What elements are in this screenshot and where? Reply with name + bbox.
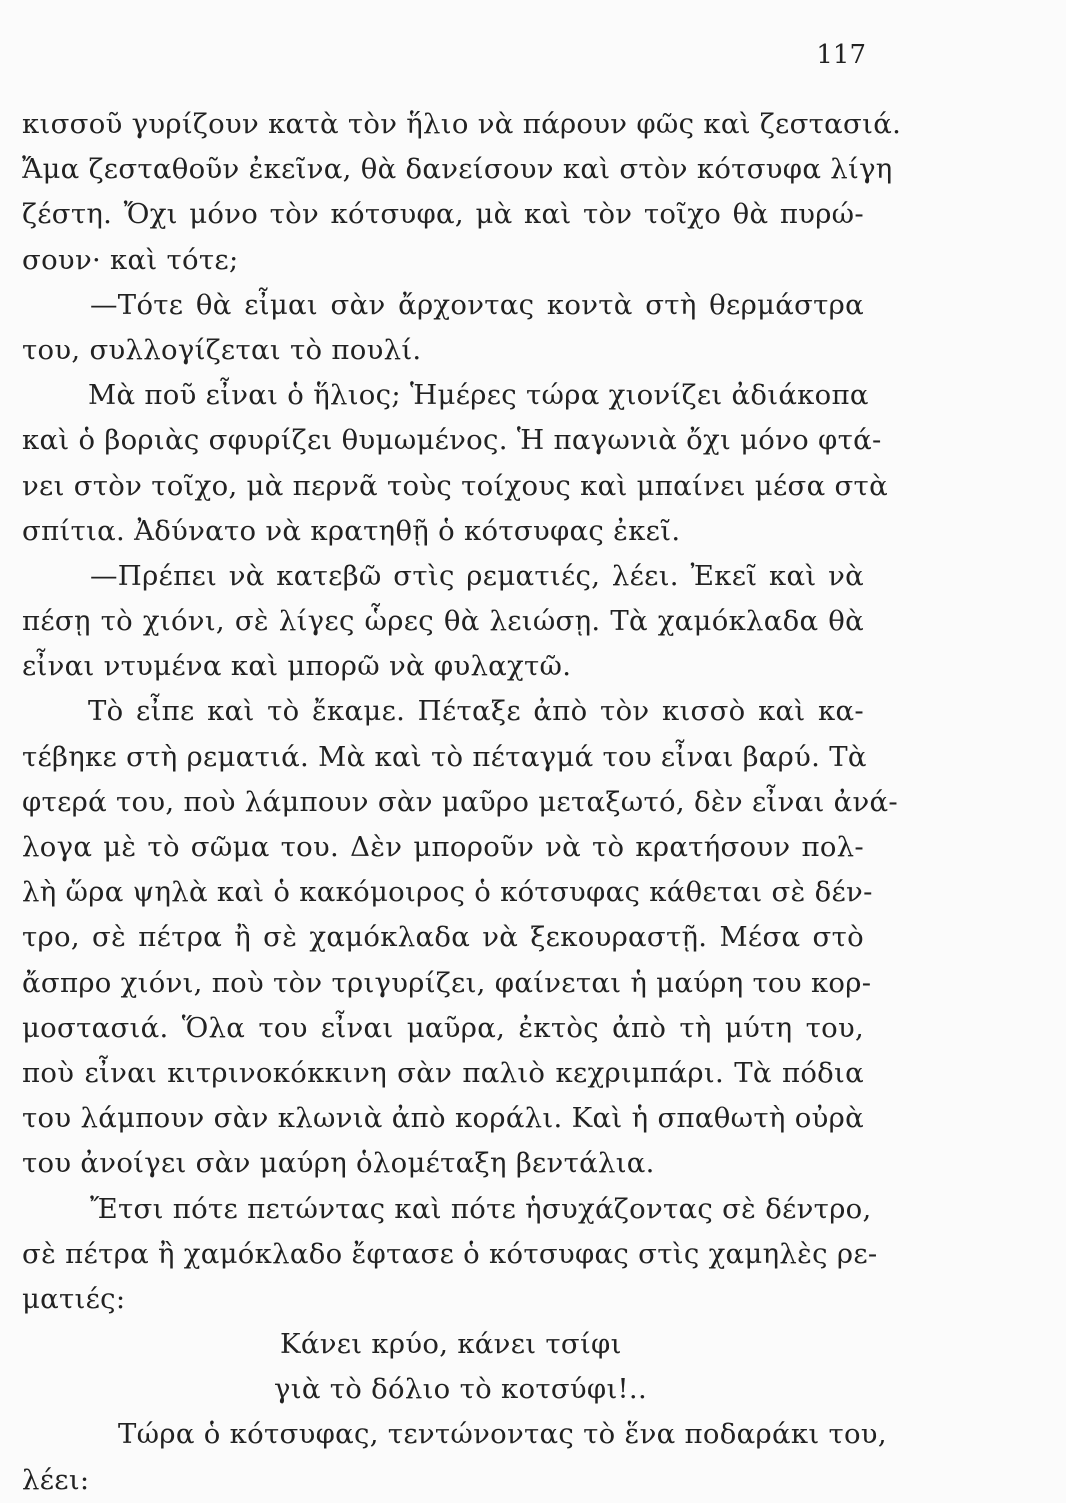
text-line: Μὰ ποῦ εἶναι ὁ ἥλιος; Ἡμέρες τώρα χιονίζει ἀδιάκοπα bbox=[88, 379, 869, 412]
text-line: φτερά του, ποὺ λάμπουν σὰν μαῦρο μεταξωτό, δὲν εἶναι ἀνά- bbox=[22, 785, 898, 818]
text-line: μοστασιά. Ὅλα του εἶναι μαῦρα, ἐκτὸς ἀπὸ τὴ μύτη του, bbox=[22, 1011, 864, 1044]
text-line: ἄσπρο χιόνι, ποὺ τὸν τριγυρίζει, φαίνεται ἡ μαύρη του κορ- bbox=[22, 966, 872, 999]
text-line: κισσοῦ γυρίζουν κατὰ τὸν ἥλιο νὰ πάρουν φῶς καὶ ζεστασιά. bbox=[22, 108, 902, 140]
body-text bbox=[22, 102, 902, 1503]
poem-line: γιὰ τὸ δόλιο τὸ κοτσύφι!.. bbox=[274, 1373, 647, 1406]
text-line: πέσῃ τὸ χιόνι, σὲ λίγες ὧρες θὰ λειώσῃ. Τὰ χαμόκλαδα θὰ bbox=[22, 605, 864, 638]
text-line: του λάμπουν σὰν κλωνιὰ ἀπὸ κοράλι. Καὶ ἡ σπαθωτὴ οὐρὰ bbox=[22, 1102, 864, 1135]
text-line: τέβηκε στὴ ρεματιά. Μὰ καὶ τὸ πέταγμά του εἶναι βαρύ. Τὰ bbox=[22, 740, 867, 773]
text-line: λογα μὲ τὸ σῶμα του. Δὲν μποροῦν νὰ τὸ κρατήσουν πολ- bbox=[22, 831, 864, 863]
text-line: Ἄμα ζεσταθοῦν ἐκεῖνα, θὰ δανείσουν καὶ στὸν κότσυφα λίγη bbox=[22, 153, 893, 186]
text-line: εἶναι ντυμένα καὶ μπορῶ νὰ φυλαχτῶ. bbox=[22, 650, 572, 683]
text-line: Ἔτσι πότε πετώντας καὶ πότε ἡσυχάζοντας σὲ δέντρο, bbox=[90, 1192, 872, 1225]
text-line: του, συλλογίζεται τὸ πουλί. bbox=[22, 333, 422, 366]
text-line: Τὸ εἶπε καὶ τὸ ἔκαμε. Πέταξε ἀπὸ τὸν κισσὸ καὶ κα- bbox=[88, 695, 864, 728]
text-line: σὲ πέτρα ἢ χαμόκλαδο ἔφτασε ὁ κότσυφας στὶς χαμηλὲς ρε- bbox=[22, 1237, 878, 1270]
text-line: —Τότε θὰ εἶμαι σὰν ἄρχοντας κοντὰ στὴ θερμάστρα bbox=[90, 288, 864, 321]
text-line: τρο, σὲ πέτρα ἢ σὲ χαμόκλαδα νὰ ξεκουραστῇ. Μέσα στὸ bbox=[22, 921, 864, 954]
text-line: σουν· καὶ τότε; bbox=[22, 243, 239, 276]
page-number: 117 bbox=[816, 40, 866, 70]
text-line: Τώρα ὁ κότσυφας, τεντώνοντας τὸ ἕνα ποδαράκι του, bbox=[118, 1418, 887, 1451]
text-line: σπίτια. Ἀδύνατο νὰ κρατηθῇ ὁ κότσυφας ἐκεῖ. bbox=[22, 514, 681, 547]
poem-line: Κάνει κρύο, κάνει τσίφι bbox=[280, 1328, 622, 1361]
text-line: λὴ ὥρα ψηλὰ καὶ ὁ κακόμοιρος ὁ κότσυφας κάθεται σὲ δέν- bbox=[22, 876, 873, 909]
text-line: —Πρέπει νὰ κατεβῶ στὶς ρεματιές, λέει. Ἐκεῖ καὶ νὰ bbox=[90, 559, 864, 592]
text-line: λέει: bbox=[22, 1463, 90, 1496]
text-line: νει στὸν τοῖχο, μὰ περνᾶ τοὺς τοίχους καὶ μπαίνει μέσα στὰ bbox=[22, 469, 888, 502]
text-line: ποὺ εἶναι κιτρινοκόκκινη σὰν παλιὸ κεχριμπάρι. Τὰ πόδια bbox=[22, 1056, 864, 1089]
text-line: του ἀνοίγει σὰν μαύρη ὁλομέταξη βεντάλια. bbox=[22, 1147, 655, 1180]
text-line: ζέστη. Ὄχι μόνο τὸν κότσυφα, μὰ καὶ τὸν τοῖχο θὰ πυρώ- bbox=[22, 198, 864, 231]
text-line: ματιές: bbox=[22, 1282, 126, 1315]
text-line: καὶ ὁ βοριὰς σφυρίζει θυμωμένος. Ἡ παγωνιὰ ὄχι μόνο φτά- bbox=[22, 424, 882, 457]
